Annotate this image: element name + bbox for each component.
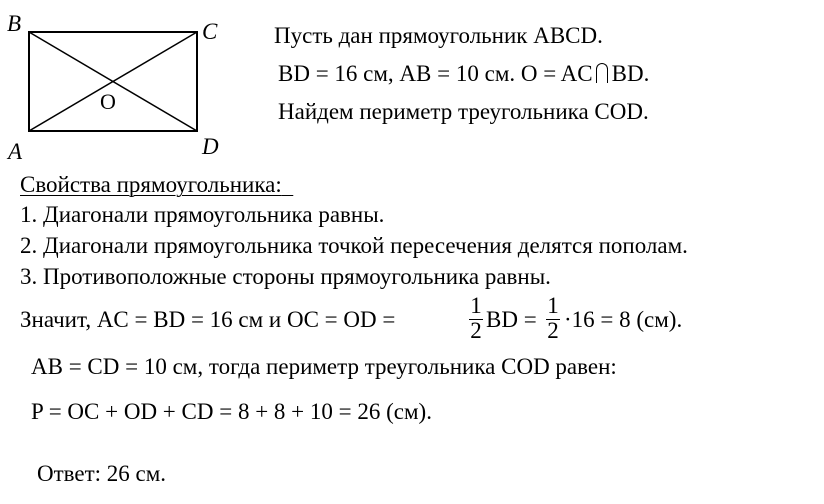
fraction-2-denominator: 2 xyxy=(547,318,559,343)
fraction-1-numerator: 1 xyxy=(470,293,482,318)
properties-heading-text: Свойства прямоугольника: xyxy=(20,172,282,197)
given-line-2 xyxy=(278,61,649,87)
property-item-3: 3. Противоположные стороны прямоугольника равны. xyxy=(20,264,551,289)
given-line-2-end: BD. xyxy=(611,61,650,86)
vertex-c-label: C xyxy=(202,19,218,44)
conclusion-part-2: BD = xyxy=(486,307,537,332)
fraction-1-denominator: 2 xyxy=(470,318,482,343)
vertex-d-label: D xyxy=(202,134,219,159)
answer-line: Ответ: 26 см. xyxy=(37,461,167,486)
vertex-a-label: A xyxy=(8,139,23,164)
properties-heading xyxy=(20,172,293,198)
conclusion-part-1: Значит, AC = BD = 16 см и OC = OD = xyxy=(20,307,396,332)
given-line-1: Пусть дан прямоугольник ABCD. xyxy=(274,23,603,48)
solution-line-3: P = OC + OD + CD = 8 + 8 + 10 = 26 (см). xyxy=(31,399,432,424)
intersection-symbol xyxy=(596,63,608,83)
solution-line-2: AB = CD = 10 см, тогда периметр треугольника COD равен: xyxy=(31,354,617,379)
given-line-2-text: BD = 16 см, AB = 10 см. O = AC xyxy=(278,61,593,86)
property-item-1: 1. Диагонали прямоугольника равны. xyxy=(20,202,385,227)
property-item-2: 2. Диагонали прямоугольника точкой пересечения делятся пополам. xyxy=(20,233,688,258)
fraction-2-numerator: 1 xyxy=(547,293,559,318)
center-o-label: O xyxy=(100,89,116,114)
given-line-3: Найдем периметр треугольника COD. xyxy=(278,99,649,124)
vertex-b-label: B xyxy=(7,11,22,36)
conclusion-part-3: ·16 = 8 (см). xyxy=(564,307,683,332)
